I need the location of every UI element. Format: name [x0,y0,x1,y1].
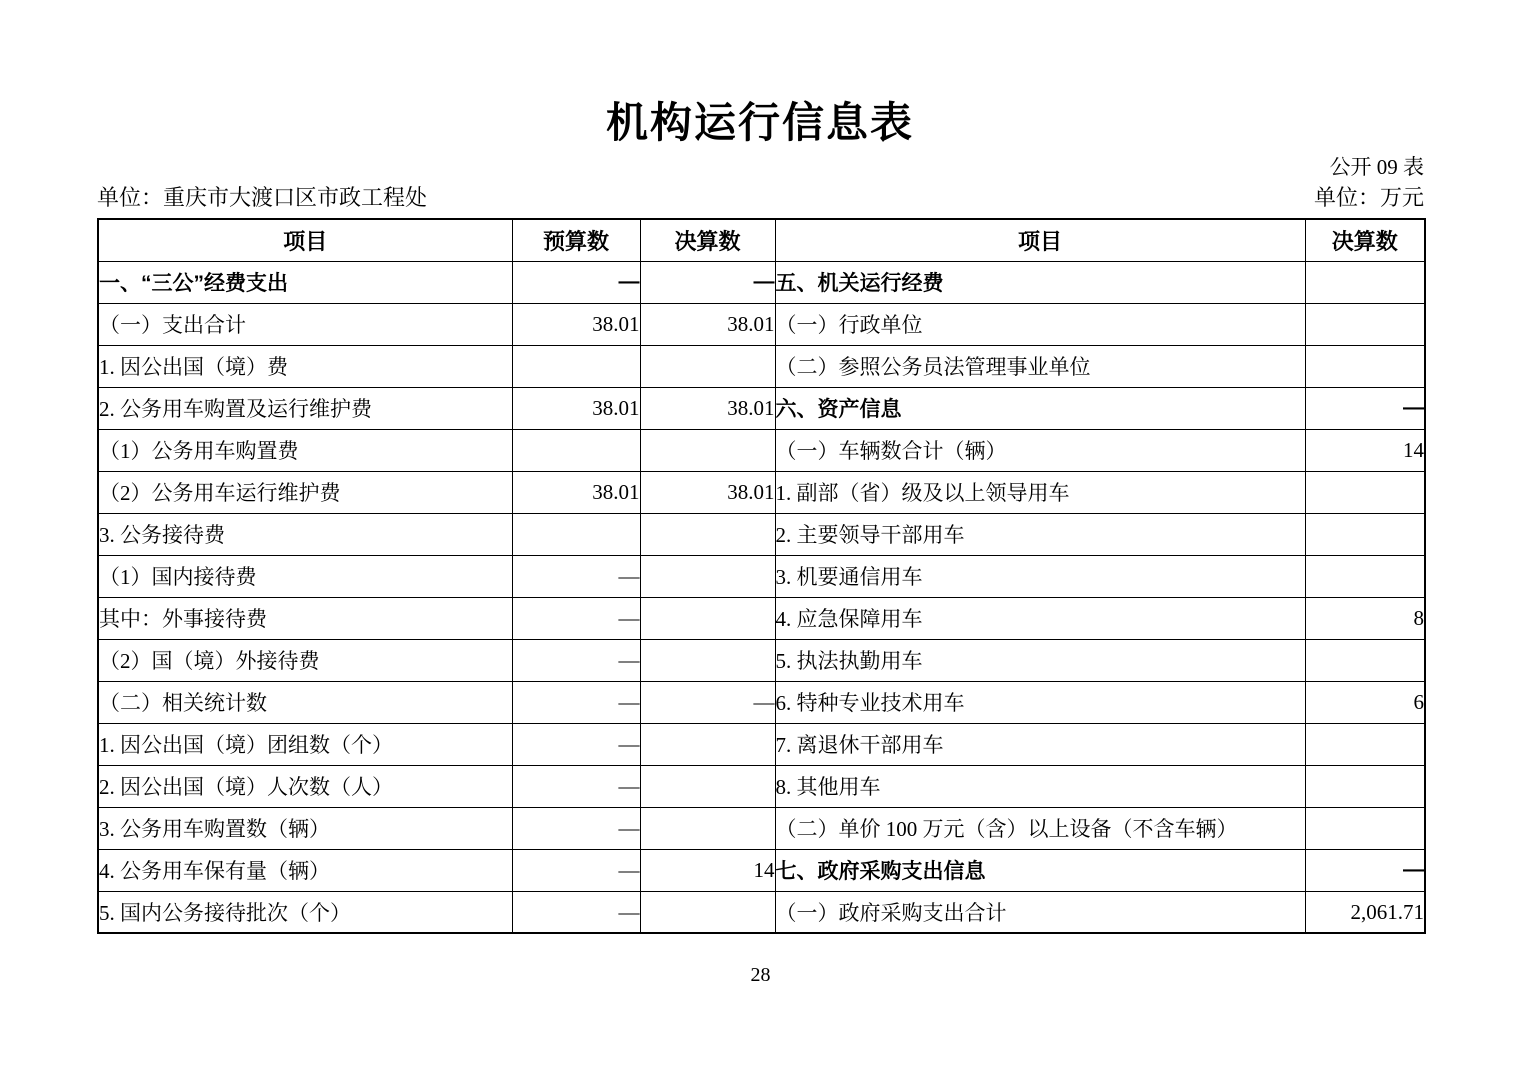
currency-unit-label: 单位：万元 [1313,184,1424,210]
budget-value: — [512,597,640,639]
final-value-left [640,597,775,639]
item-label-left: （2）公务用车运行维护费 [98,471,512,513]
final-value-right [1305,723,1425,765]
item-label-right: 3. 机要通信用车 [775,555,1305,597]
table-row [98,597,1425,639]
budget-value: — [512,765,640,807]
table-row [98,303,1425,345]
final-value-right: 8 [1305,597,1425,639]
meta-row [97,184,1424,213]
final-value-right [1305,639,1425,681]
budget-value [512,513,640,555]
final-value-right [1305,555,1425,597]
item-label-left: 其中：外事接待费 [98,597,512,639]
col-header-item-right: 项目 [775,219,1305,261]
final-value-left [640,723,775,765]
item-label-left: 3. 公务接待费 [98,513,512,555]
budget-value: 38.01 [512,303,640,345]
final-value-left [640,765,775,807]
final-value-left [640,639,775,681]
item-label-right: 七、政府采购支出信息 [775,849,1305,891]
item-label-left: 1. 因公出国（境）团组数（个） [98,723,512,765]
budget-value: — [512,261,640,303]
final-value-right [1305,261,1425,303]
budget-value: — [512,849,640,891]
col-header-final-left: 决算数 [640,219,775,261]
final-value-left: — [640,261,775,303]
budget-value: — [512,723,640,765]
final-value-right: 14 [1305,429,1425,471]
final-value-left: 38.01 [640,471,775,513]
table-row [98,429,1425,471]
item-label-right: 7. 离退休干部用车 [775,723,1305,765]
item-label-right: 8. 其他用车 [775,765,1305,807]
final-value-right: 2,061.71 [1305,891,1425,933]
table-row [98,891,1425,933]
item-label-left: （1）公务用车购置费 [98,429,512,471]
item-label-right: （一）行政单位 [775,303,1305,345]
page-number: 28 [750,964,771,987]
item-label-right: 4. 应急保障用车 [775,597,1305,639]
final-value-left [640,891,775,933]
budget-value: — [512,891,640,933]
item-label-left: 3. 公务用车购置数（辆） [98,807,512,849]
budget-value [512,429,640,471]
col-header-final-right: 决算数 [1305,219,1425,261]
final-value-right [1305,303,1425,345]
col-header-budget: 预算数 [512,219,640,261]
table-row [98,345,1425,387]
final-value-left [640,555,775,597]
col-header-item-left: 项目 [98,219,512,261]
table-row [98,471,1425,513]
final-value-left: 38.01 [640,387,775,429]
budget-value: — [512,555,640,597]
item-label-left: 2. 公务用车购置及运行维护费 [98,387,512,429]
item-label-left: （二）相关统计数 [98,681,512,723]
budget-value [512,345,640,387]
item-label-right: 五、机关运行经费 [775,261,1305,303]
table-row [98,261,1425,303]
final-value-left: 38.01 [640,303,775,345]
final-value-right [1305,345,1425,387]
table-row [98,723,1425,765]
final-value-right [1305,807,1425,849]
final-value-left [640,345,775,387]
table-header-row [98,219,1425,261]
item-label-right: （二）单价 100 万元（含）以上设备（不含车辆） [775,807,1305,849]
item-label-right: 2. 主要领导干部用车 [775,513,1305,555]
final-value-right [1305,471,1425,513]
item-label-left: 2. 因公出国（境）人次数（人） [98,765,512,807]
content-area [97,154,1424,987]
final-value-right [1305,513,1425,555]
item-label-right: 6. 特种专业技术用车 [775,681,1305,723]
item-label-right: 1. 副部（省）级及以上领导用车 [775,471,1305,513]
final-value-left: — [640,681,775,723]
final-value-right: — [1305,849,1425,891]
final-value-right: 6 [1305,681,1425,723]
budget-value: — [512,807,640,849]
item-label-left: （2）国（境）外接待费 [98,639,512,681]
final-value-left [640,429,775,471]
table-row [98,513,1425,555]
table-row [98,387,1425,429]
budget-value: — [512,681,640,723]
budget-value: 38.01 [512,387,640,429]
final-value-right [1305,765,1425,807]
form-number: 公开 09 表 [1329,155,1424,180]
item-label-left: 1. 因公出国（境）费 [98,345,512,387]
item-label-right: 5. 执法执勤用车 [775,639,1305,681]
item-label-left: 5. 国内公务接待批次（个） [98,891,512,933]
final-value-right: — [1305,387,1425,429]
final-value-left [640,513,775,555]
table-row [98,639,1425,681]
table-row [98,765,1425,807]
page-title: 机构运行信息表 [605,99,914,146]
final-value-left [640,807,775,849]
item-label-right: （一）车辆数合计（辆） [775,429,1305,471]
item-label-right: 六、资产信息 [775,387,1305,429]
item-label-left: 4. 公务用车保有量（辆） [98,849,512,891]
table-row [98,555,1425,597]
table-row [98,807,1425,849]
final-value-left: 14 [640,849,775,891]
item-label-right: （一）政府采购支出合计 [775,891,1305,933]
org-unit-label: 单位：重庆市大渡口区市政工程处 [97,184,428,210]
item-label-left: （1）国内接待费 [98,555,512,597]
item-label-left: （一）支出合计 [98,303,512,345]
item-label-left: 一、“三公”经费支出 [98,261,512,303]
table-row [98,849,1425,891]
institution-operation-table [97,218,1426,934]
table-row [98,681,1425,723]
item-label-right: （二）参照公务员法管理事业单位 [775,345,1305,387]
budget-value: — [512,639,640,681]
budget-value: 38.01 [512,471,640,513]
